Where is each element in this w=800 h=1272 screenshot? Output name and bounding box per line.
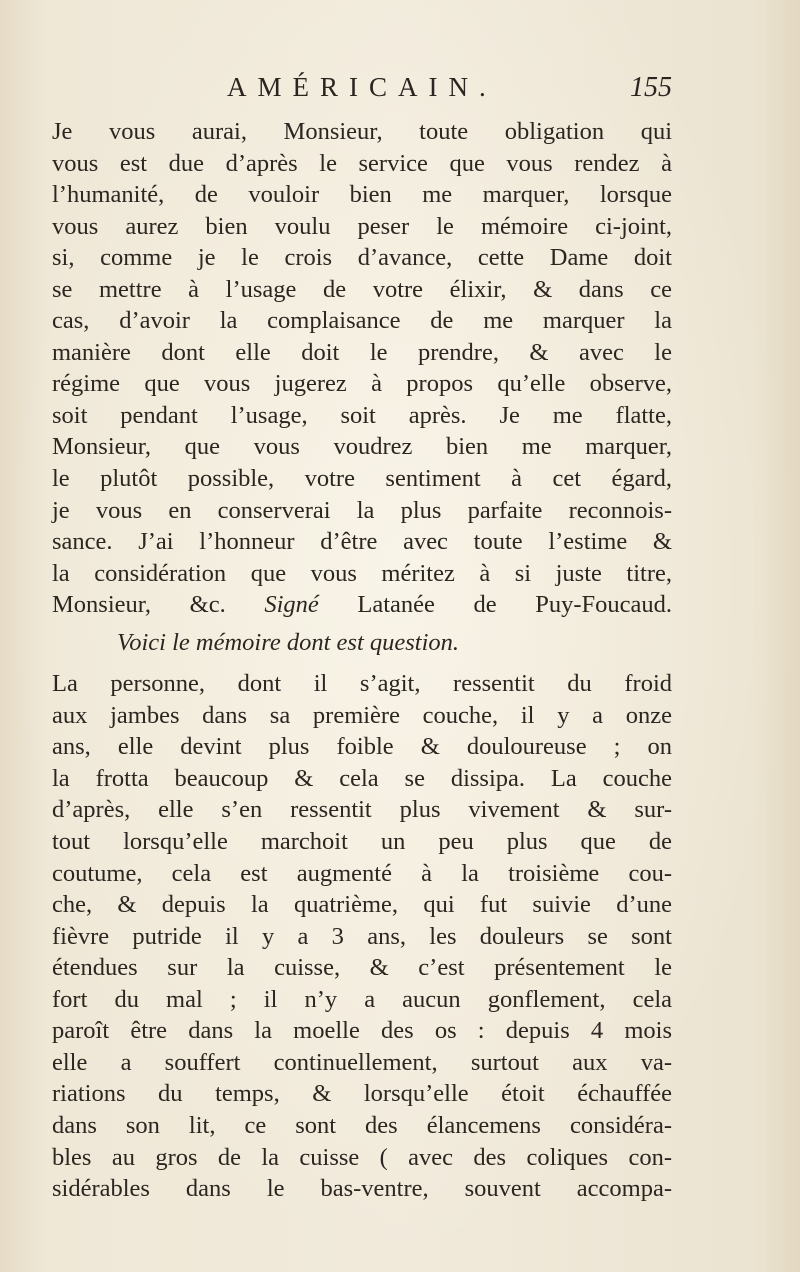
text-line: l’humanité, de vouloir bien me marquer, lorsque <box>52 181 672 209</box>
text-line: ans, elle devint plus foible & douloureuse ; on <box>52 733 672 761</box>
text-line: cas, d’avoir la complaisance de me marquer la <box>52 307 672 335</box>
text-line: le plutôt possible, votre sentiment à cet égard, <box>52 465 672 493</box>
running-head <box>52 72 672 108</box>
section-heading: Voici le mémoire dont est question. <box>117 628 460 656</box>
text-line: sidérables dans le bas-ventre, souvent accompa- <box>52 1175 672 1203</box>
text-line: se mettre à l’usage de votre élixir, & dans ce <box>52 275 672 303</box>
text-line: vous aurez bien voulu peser le mémoire ci-joint, <box>52 212 672 240</box>
signature-name: Latanée de Puy-Foucaud. <box>357 591 673 619</box>
text-line: fort du mal ; il n’y a aucun gonflement, cela <box>52 985 672 1013</box>
text-line: Je vous aurai, Monsieur, toute obligation qui <box>52 118 672 145</box>
running-title: AMÉRICAIN. <box>227 72 497 102</box>
text-line: aux jambes dans sa première couche, il y a onze <box>52 701 672 729</box>
signature-line <box>52 589 672 621</box>
text-line: riations du temps, & lorsqu’elle étoit échauffée <box>52 1080 672 1108</box>
text-line: je vous en conserverai la plus parfaite reconnois- <box>52 496 672 524</box>
text-line: soit pendant l’usage, soit après. Je me flatte, <box>52 401 672 429</box>
text-line: bles au gros de la cuisse ( avec des coliques con- <box>52 1143 672 1171</box>
closing-salutation: Monsieur, &c. <box>52 591 226 619</box>
signe-label: Signé <box>264 591 319 619</box>
text-line: Monsieur, que vous voudrez bien me marquer, <box>52 433 672 461</box>
text-line: régime que vous jugerez à propos qu’elle observe, <box>52 370 672 398</box>
text-line: tout lorsqu’elle marchoit un peu plus que de <box>52 828 672 856</box>
text-line: sance. J’ai l’honneur d’être avec toute l’estime & <box>52 528 672 556</box>
text-line: si, comme je le crois d’avance, cette Dame doit <box>52 244 672 272</box>
body-text <box>52 116 672 1205</box>
text-line: elle a souffert continuellement, surtout aux va- <box>52 1048 672 1076</box>
text-line: paroît être dans la moelle des os : depuis 4 mois <box>52 1017 672 1045</box>
text-line: vous est due d’après le service que vous rendez à <box>52 149 672 177</box>
text-line: La personne, dont il s’agit, ressentit du froid <box>52 670 672 698</box>
text-line: la considération que vous méritez à si juste titre, <box>52 559 672 587</box>
text-line: che, & depuis la quatrième, qui fut suivie d’une <box>52 891 672 919</box>
text-line: manière dont elle doit le prendre, & avec le <box>52 338 672 366</box>
text-line: étendues sur la cuisse, & c’est présentement le <box>52 954 672 982</box>
text-line: dans son lit, ce sont des élancemens considéra- <box>52 1111 672 1139</box>
text-line: fièvre putride il y a 3 ans, les douleurs se sont <box>52 922 672 950</box>
page-number: 155 <box>630 72 672 103</box>
text-line: coutume, cela est augmenté à la troisième cou- <box>52 859 672 887</box>
text-line: d’après, elle s’en ressentit plus vivement & sur- <box>52 796 672 824</box>
text-line: la frotta beaucoup & cela se dissipa. La couche <box>52 764 672 792</box>
